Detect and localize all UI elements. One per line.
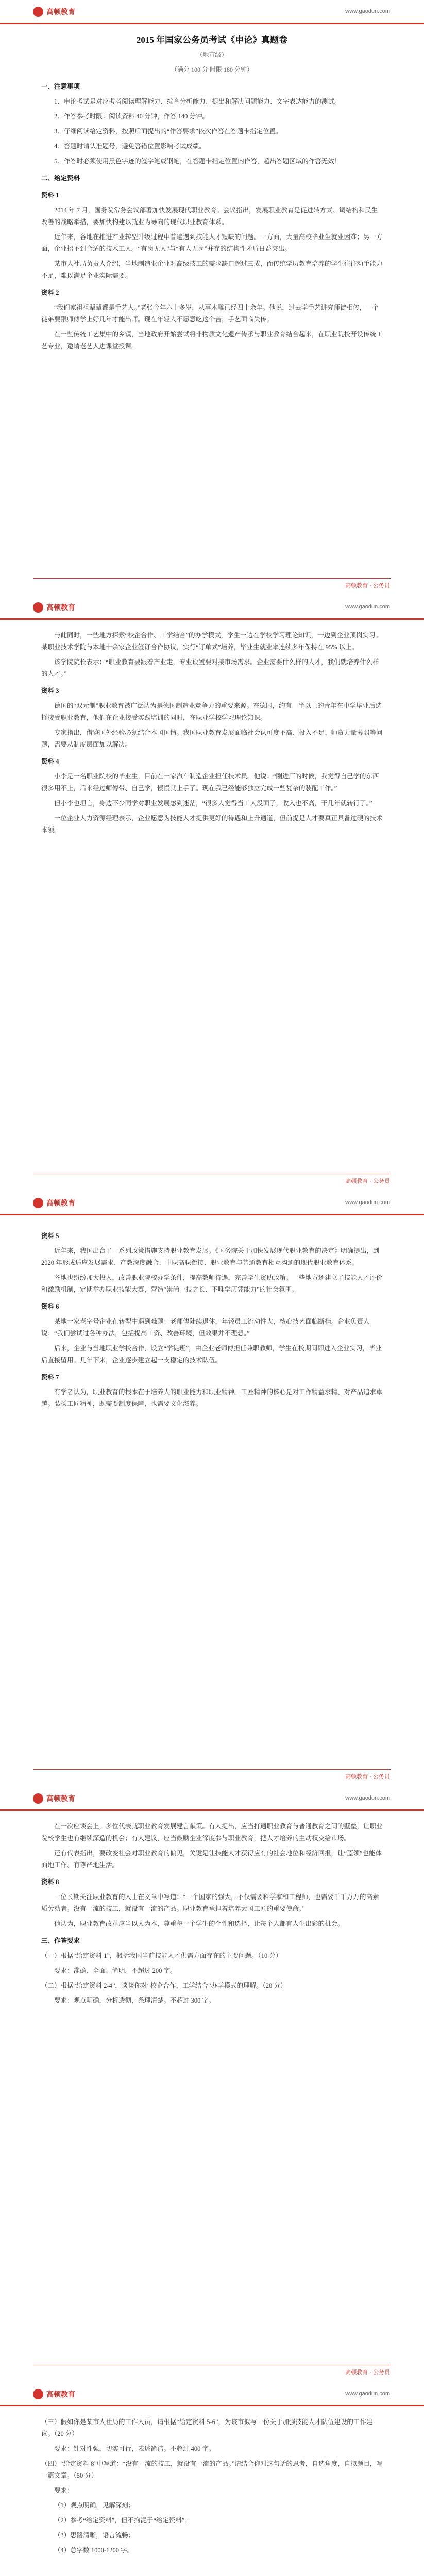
requirement: （4）总字数 1000-1200 字。 [54,2547,134,2554]
paragraph: 某市人社局负责人介绍，当地制造业企业对高级技工的需求缺口超过三成，而传统学历教育培养的学生往往动手能力不足，难以满足企业实际需要。 [41,260,383,279]
paragraph: 一位企业人力资源经理表示，企业愿意为技能人才提供更好的待遇和上升通道，但前提是人才要真正具备过硬的技术本领。 [41,815,383,834]
header-url: www.gaodun.com [345,2391,390,2397]
requirement: 要求：针对性强，切实可行，表述简洁。不超过 400 字。 [54,2445,215,2452]
material-heading: 资料 6 [41,1303,59,1310]
page-5 [0,2382,424,2576]
brand-name: 高顿教育 [46,603,75,612]
brand-name: 高顿教育 [46,1199,75,1207]
paragraph: 5．作答时必须使用黑色字迹的签字笔或钢笔，在答题卡指定位置内作答，超出答题区域的作答无效！ [54,158,341,165]
footer-text: 高顿教育 · 公务员 [345,2369,390,2376]
material-heading: 资料 1 [41,192,59,199]
footer-rule [33,578,391,579]
page-3 [0,1191,424,1787]
page-header [0,1191,424,1215]
paragraph: 2．作答参考时限：阅读资料 40 分钟，作答 140 分钟。 [54,113,209,120]
doc-subtitle: （满分 100 分 时限 180 分钟） [171,66,253,73]
page-2 [0,596,424,1191]
paragraph: 他认为，职业教育改革应当以人为本，尊重每一个学生的个性和选择，让每个人都有人生出彩的机会。 [54,1920,344,1927]
header-url: www.gaodun.com [345,1795,390,1801]
doc-title: 2015 年国家公务员考试《申论》真题卷 [136,35,288,45]
page-header [0,0,424,24]
brand-logo [33,602,75,613]
question: （二）根据“给定资料 2-4”，谈谈你对“校企合作、工学结合”办学模式的理解。（20 分） [41,1982,287,1989]
logo-icon [33,2389,43,2399]
material-heading: 资料 3 [41,687,59,694]
page-body [41,34,383,355]
section-heading: 一、注意事项 [41,83,80,90]
logo-icon [33,7,43,17]
page-4 [0,1787,424,2382]
page-header [0,1787,424,1811]
paragraph: 近年来，我国出台了一系列政策措施支持职业教育发展。《国务院关于加快发展现代职业教育的决定》明确提出，到 2020 年形成适应发展需求、产教深度融合、中职高职衔接、职业教育与普通教育相互沟通的现代职业教育体系。 [41,1247,380,1266]
paragraph: 在一些传统工艺集中的乡镇，当地政府开始尝试将非物质文化遗产传承与职业教育结合起来，在职业院校开设传统工艺专业，邀请老艺人进课堂授课。 [41,331,383,350]
page-footer [0,2359,424,2379]
paragraph: 专家指出，借鉴国外经验必须结合本国国情。我国职业教育发展面临社会认可度不高、投入不足、师资力量薄弱等问题，需要从制度层面加以解决。 [41,729,383,748]
section-heading: 三、作答要求 [41,1937,80,1944]
page-footer [0,1763,424,1784]
paragraph: 小李是一名职业院校的毕业生，目前在一家汽车制造企业担任技术员。他说：“刚进厂的时候，我觉得自己学的东西很多用不上，后来经过师傅带、自己学，慢慢就上手了。现在我已经能够独立完成一些复杂的装配工作。” [41,773,379,792]
question: （三）假如你是某市人社局的工作人员，请根据“给定资料 5-6”，为该市拟写一份关于加强技能人才队伍建设的工作建议。（20 分） [41,2418,373,2437]
brand-logo [33,2388,75,2400]
brand-name: 高顿教育 [46,8,75,16]
paragraph: 4．答题时请认准题号，避免答错位置影响考试成绩。 [54,143,206,150]
paragraph: 该学院院长表示：“职业教育要跟着产业走，专业设置要对接市场需求。企业需要什么样的人才，我们就培养什么样的人才。” [41,658,379,677]
footer-rule [33,1769,391,1770]
header-url: www.gaodun.com [345,1199,390,1206]
requirement: （1）观点明确，见解深刻； [54,2502,135,2509]
footer-text: 高顿教育 · 公务员 [345,1774,390,1780]
material-heading: 资料 7 [41,1374,59,1381]
requirement: 要求：观点明确，分析透彻，条理清楚。不超过 300 字。 [54,1997,215,2004]
page-footer [0,572,424,592]
page-1 [0,0,424,596]
paragraph: 在一次座谈会上，多位代表就职业教育发展建言献策。有人提出，应当打通职业教育与普通教育之间的壁垒，让职业院校学生也有继续深造的机会；有人建议，应当鼓励企业深度参与职业教育，把人才培养的主动权交给市场。 [41,1823,383,1842]
paragraph: 与此同时，一些地方探索“校企合作、工学结合”的办学模式，学生一边在学校学习理论知识，一边到企业顶岗实习。某职业技术学院与本地十余家企业签订合作协议，实行“订单式”培养，毕业生就业率连续多年保持在 95% 以上。 [41,632,382,651]
page-footer [0,1167,424,1188]
page-body [41,1821,383,2010]
material-heading: 资料 2 [41,289,59,296]
logo-icon [33,1793,43,1804]
paragraph: “我们家祖祖辈辈都是手艺人。”老张今年六十多岁，从事木雕已经四十余年。他说，过去学手艺讲究师徒相传，一个徒弟要跟师傅学上好几年才能出师。现在年轻人不愿意吃这个苦，手艺面临失传。 [41,304,379,323]
paragraph: 还有代表指出，要改变社会对职业教育的偏见，关键是让技能人才获得应有的社会地位和经济回报，让“蓝领”也能体面地工作、有尊严地生活。 [41,1850,382,1869]
header-url: www.gaodun.com [345,604,390,610]
page-body [41,2416,383,2560]
logo-icon [33,1198,43,1208]
paragraph: 但小李也坦言，身边不少同学对职业发展感到迷茫，“很多人觉得当工人没面子，收入也不高，干几年就转行了。” [54,800,372,807]
brand-logo [33,1197,75,1209]
brand-name: 高顿教育 [46,2390,75,2398]
paragraph: 一位长期关注职业教育的人士在文章中写道：“一个国家的强大，不仅需要科学家和工程师，也需要千千万万的高素质劳动者。没有一流的技工，就没有一流的产品。职业教育承担着培养大国工匠的重要使命。” [41,1893,379,1912]
requirement: （2）参考“给定资料”，但不拘泥于“给定资料”； [54,2517,191,2524]
page-body [41,630,383,839]
page-header [0,2382,424,2406]
section-heading: 二、给定资料 [41,175,80,182]
material-heading: 资料 8 [41,1878,59,1886]
requirement: 要求： [54,2487,74,2494]
page-header [0,596,424,620]
requirement: 要求：准确、全面、简明。不超过 200 字。 [54,1967,177,1974]
paragraph: 1．申论考试是对应考者阅读理解能力、综合分析能力、提出和解决问题能力、文字表达能力的测试。 [54,98,341,105]
question: （四）“给定资料 8”中写道：“没有一流的技工，就没有一流的产品。”请结合你对这句话的思考，自选角度，自拟题目，写一篇文章。（50 分） [41,2460,383,2479]
paragraph: 各地也纷纷加大投入，改善职业院校办学条件，提高教师待遇，完善学生资助政策。一些地方还建立了技能人才评价和激励机制，定期举办职业技能大赛，营造“崇尚一技之长、不唯学历凭能力”的社会氛围。 [41,1274,383,1293]
footer-text: 高顿教育 · 公务员 [345,1178,390,1184]
paragraph: 3．仔细阅读给定资料，按照后面提出的“作答要求”依次作答在答题卡指定位置。 [54,128,282,135]
page-body [41,1225,383,1413]
brand-logo [33,1793,75,1804]
doc-subtitle: （地市级） [196,51,228,58]
material-heading: 资料 5 [41,1232,59,1240]
requirement: （3）思路清晰，语言流畅； [54,2532,135,2539]
paragraph: 后来，企业与当地职业学校合作，设立“学徒班”，由企业老师傅担任兼职教师，学生在校期间即进入企业实习，毕业后直接留用。几年下来，企业逐步建立起一支稳定的技术队伍。 [41,1345,382,1364]
footer-text: 高顿教育 · 公务员 [345,583,390,589]
paragraph: 某地一家老字号企业在转型中遇到难题：老师傅陆续退休，年轻员工流动性大，核心技艺面临断档。企业负责人说：“我们尝试过各种办法，包括提高工资、改善环境，但效果并不理想。” [41,1318,370,1337]
paragraph: 近年来，各地在推进产业转型升级过程中普遍遇到技能人才短缺的问题。一方面，大量高校毕业生就业困难；另一方面，企业招不到合适的技术工人。“有岗无人”与“有人无岗”并存的结构性矛盾日益突出。 [41,233,383,252]
paragraph: 德国的“双元制”职业教育被广泛认为是德国制造业竞争力的重要来源。在德国，约有一半以上的青年在中学毕业后选择接受职业教育，他们在企业接受实践培训的同时，在职业学校学习理论知识。 [41,702,382,721]
brand-name: 高顿教育 [46,1794,75,1803]
brand-logo [33,6,75,18]
paragraph: 有学者认为，职业教育的根本在于培养人的职业能力和职业精神。工匠精神的核心是对工作精益求精、对产品追求卓越。弘扬工匠精神，既需要制度保障，也需要文化滋养。 [41,1388,383,1408]
material-heading: 资料 4 [41,758,59,765]
logo-icon [33,602,43,613]
paragraph: 2014 年 7 月，国务院常务会议部署加快发展现代职业教育。会议指出，发展职业教育是促进转方式、调结构和民生改善的战略举措，要加快构建以就业为导向的现代职业教育体系。 [41,207,378,226]
header-url: www.gaodun.com [345,8,390,14]
question: （一）根据“给定资料 1”，概括我国当前技能人才供需方面存在的主要问题。（10 分） [41,1952,282,1959]
